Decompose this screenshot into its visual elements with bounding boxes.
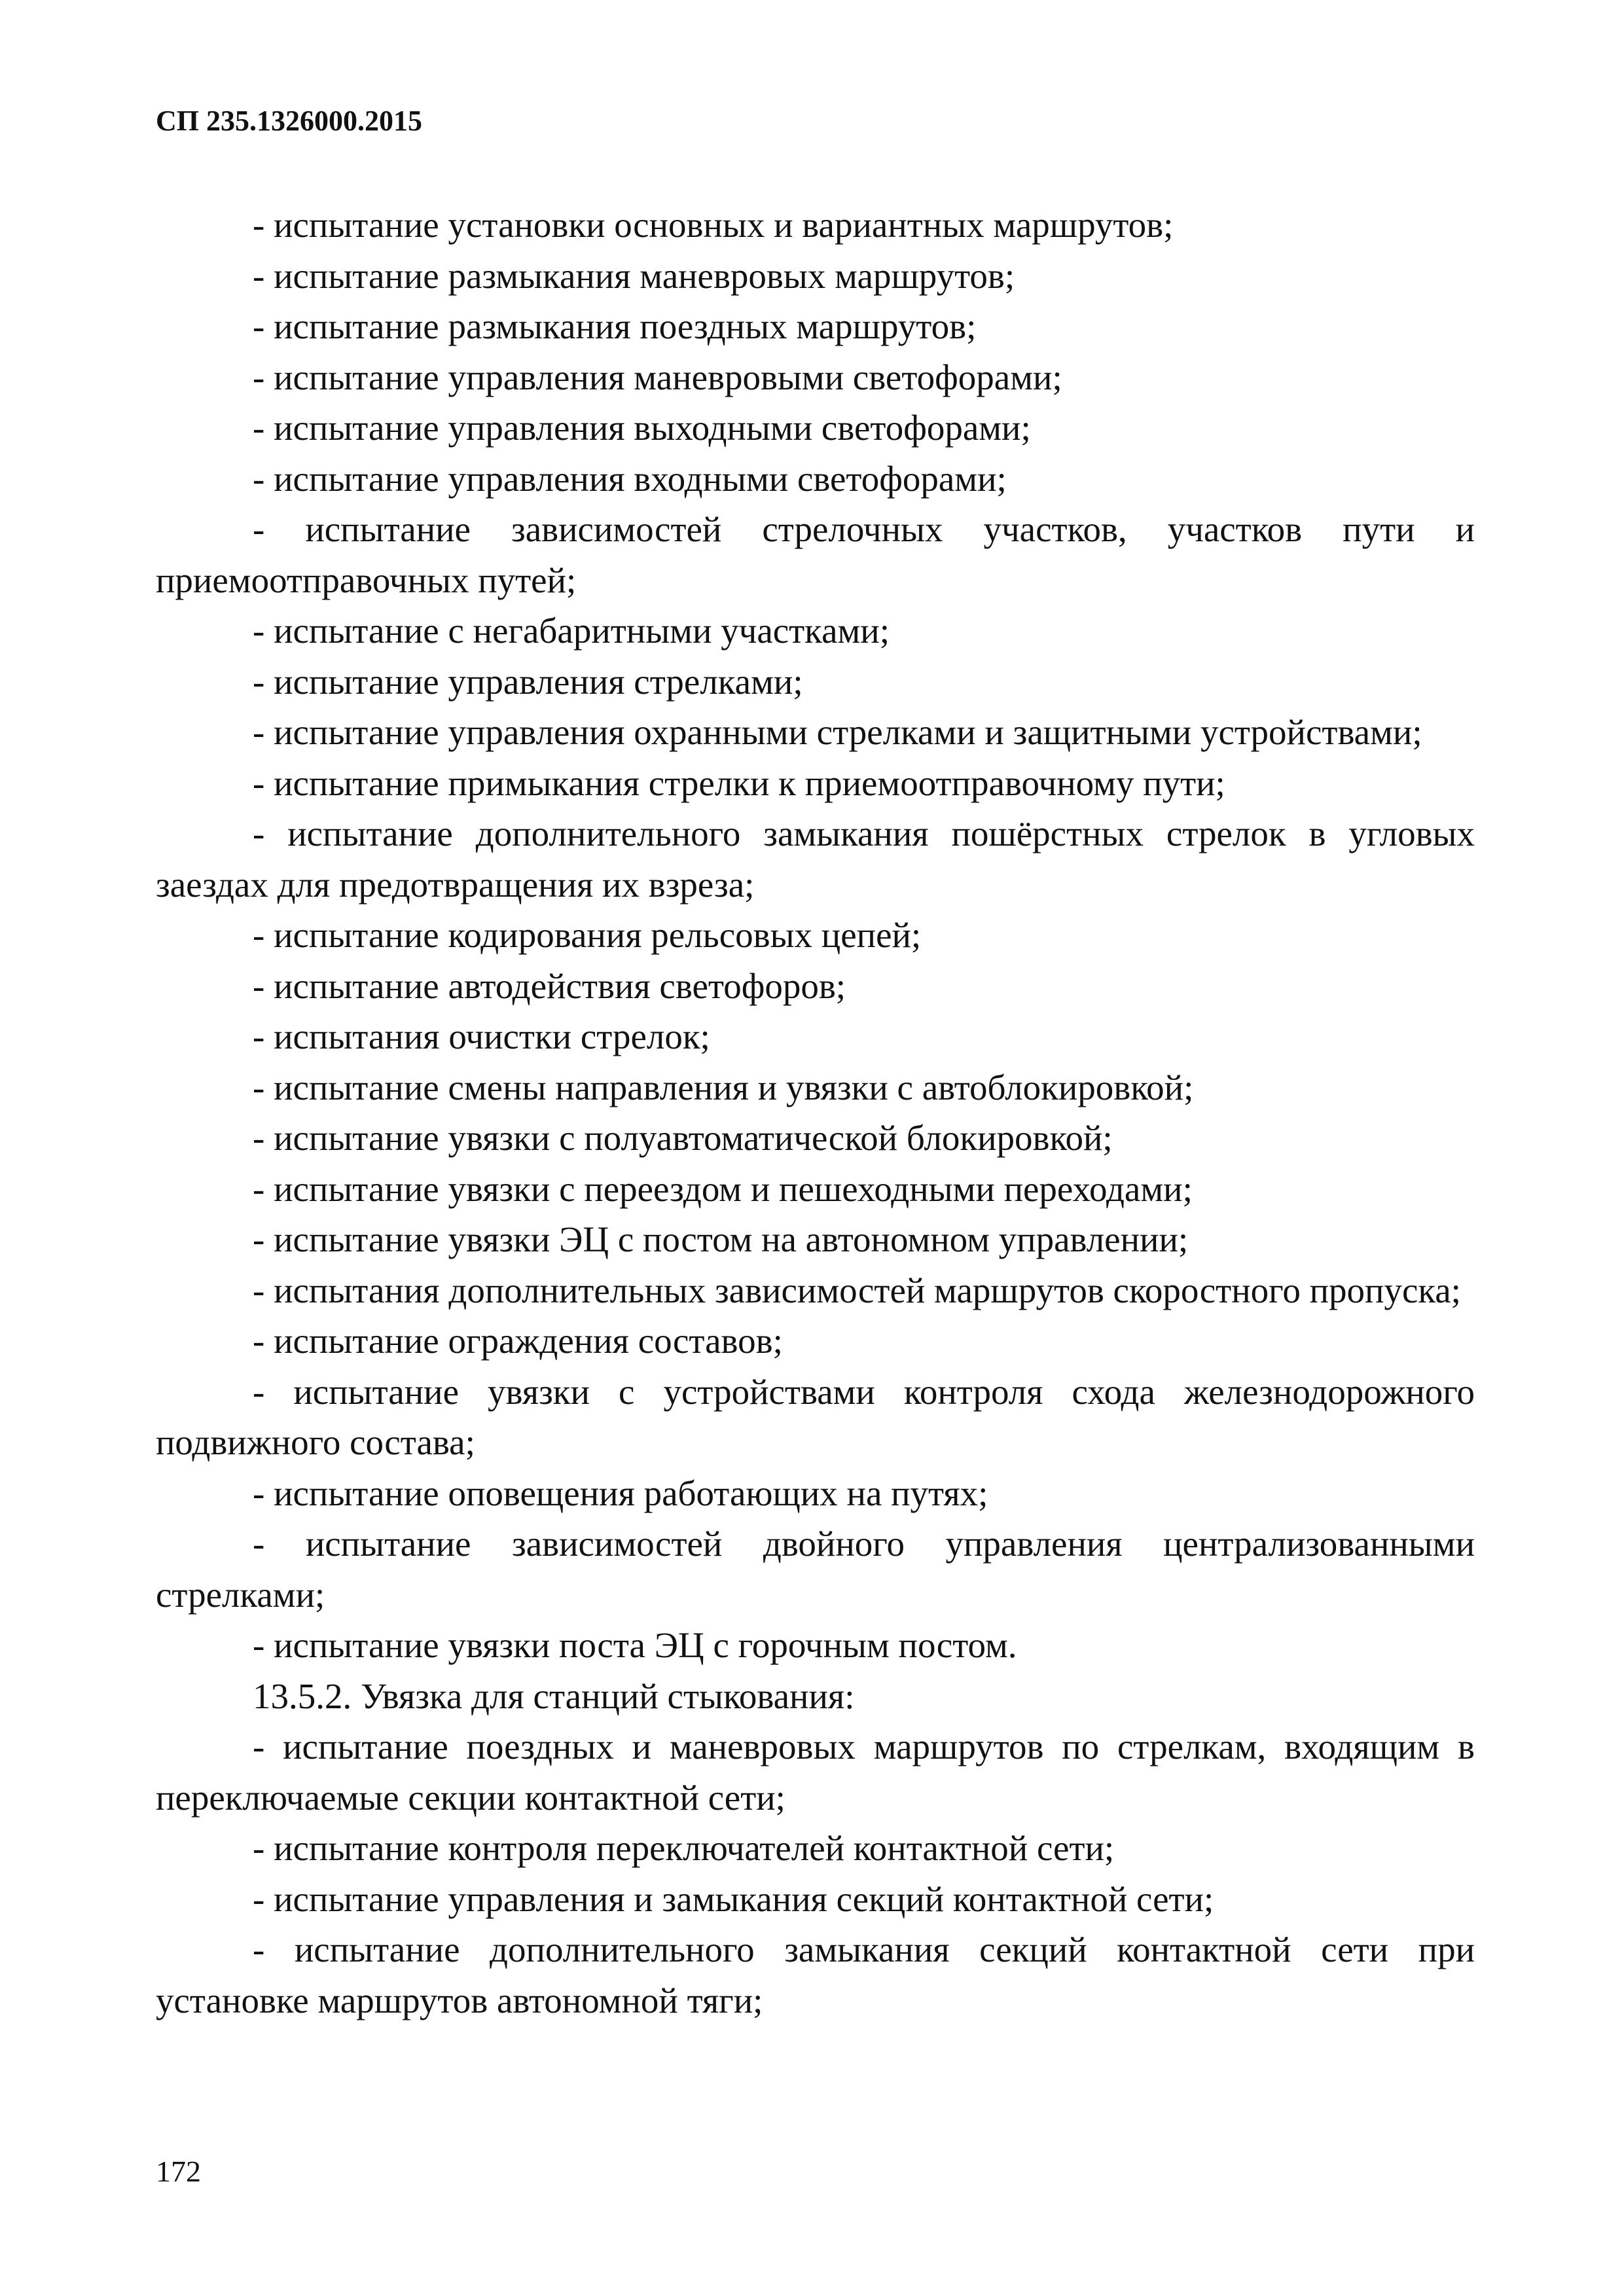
list-item: - испытание оповещения работающих на путях; xyxy=(253,1473,988,1513)
list-item: - испытание размыкания маневровых маршрутов; xyxy=(253,255,1015,296)
list-item: - испытание увязки с переездом и пешеходными переходами; xyxy=(253,1168,1193,1209)
page-number: 172 xyxy=(156,2155,201,2188)
list-item: - испытание дополнительного замыкания секций контактной сети при установке маршрутов автономной тяги; xyxy=(156,1929,1475,2020)
list-item: - испытание контроля переключателей контактной сети; xyxy=(253,1828,1115,1868)
section-heading: 13.5.2. Увязка для станций стыкования: xyxy=(253,1676,855,1716)
document-code-header: СП 235.1326000.2015 xyxy=(156,105,422,137)
list-item: - испытание увязки с полуавтоматической блокировкой; xyxy=(253,1118,1113,1158)
list-item: - испытание увязки поста ЭЦ с горочным постом. xyxy=(253,1625,1017,1665)
list-item: - испытание автодействия светофоров; xyxy=(253,965,846,1006)
list-item: - испытание управления маневровыми светофорами; xyxy=(253,357,1062,397)
list-item: - испытание с негабаритными участками; xyxy=(253,611,890,651)
list-item: - испытание увязки ЭЦ с постом на автономном управлении; xyxy=(253,1219,1189,1259)
list-item: - испытание установки основных и вариантных маршрутов; xyxy=(253,205,1174,245)
list-item: - испытание дополнительного замыкания пошёрстных стрелок в угловых заездах для предотвращения их взреза; xyxy=(156,814,1475,905)
list-item: - испытание зависимостей двойного управления централизованными стрелками; xyxy=(156,1524,1475,1615)
list-item: - испытания дополнительных зависимостей маршрутов скоростного пропуска; xyxy=(253,1270,1461,1310)
list-item: - испытание управления выходными светофорами; xyxy=(253,408,1031,448)
list-item: - испытание кодирования рельсовых цепей; xyxy=(253,915,922,955)
list-item: - испытание зависимостей стрелочных участков, участков пути и приемоотправочных путей; xyxy=(156,509,1475,600)
list-item: - испытания очистки стрелок; xyxy=(253,1016,710,1056)
list-item: - испытание смены направления и увязки с автоблокировкой; xyxy=(253,1067,1194,1107)
document-body xyxy=(156,200,1475,2026)
list-item: - испытание увязки с устройствами контроля схода железнодорожного подвижного состава; xyxy=(156,1371,1475,1462)
list-item: - испытание ограждения составов; xyxy=(253,1321,783,1361)
list-item: - испытание поездных и маневровых маршрутов по стрелкам, входящим в переключаемые секции контактной сети; xyxy=(156,1727,1475,1818)
list-item: - испытание размыкания поездных маршрутов; xyxy=(253,306,977,346)
list-item: - испытание управления охранными стрелками и защитными устройствами; xyxy=(253,712,1422,752)
list-item: - испытание управления стрелками; xyxy=(253,661,803,702)
list-item: - испытание примыкания стрелки к приемоотправочному пути; xyxy=(253,762,1225,803)
list-item: - испытание управления и замыкания секций контактной сети; xyxy=(253,1878,1214,1919)
list-item: - испытание управления входными светофорами; xyxy=(253,458,1007,499)
